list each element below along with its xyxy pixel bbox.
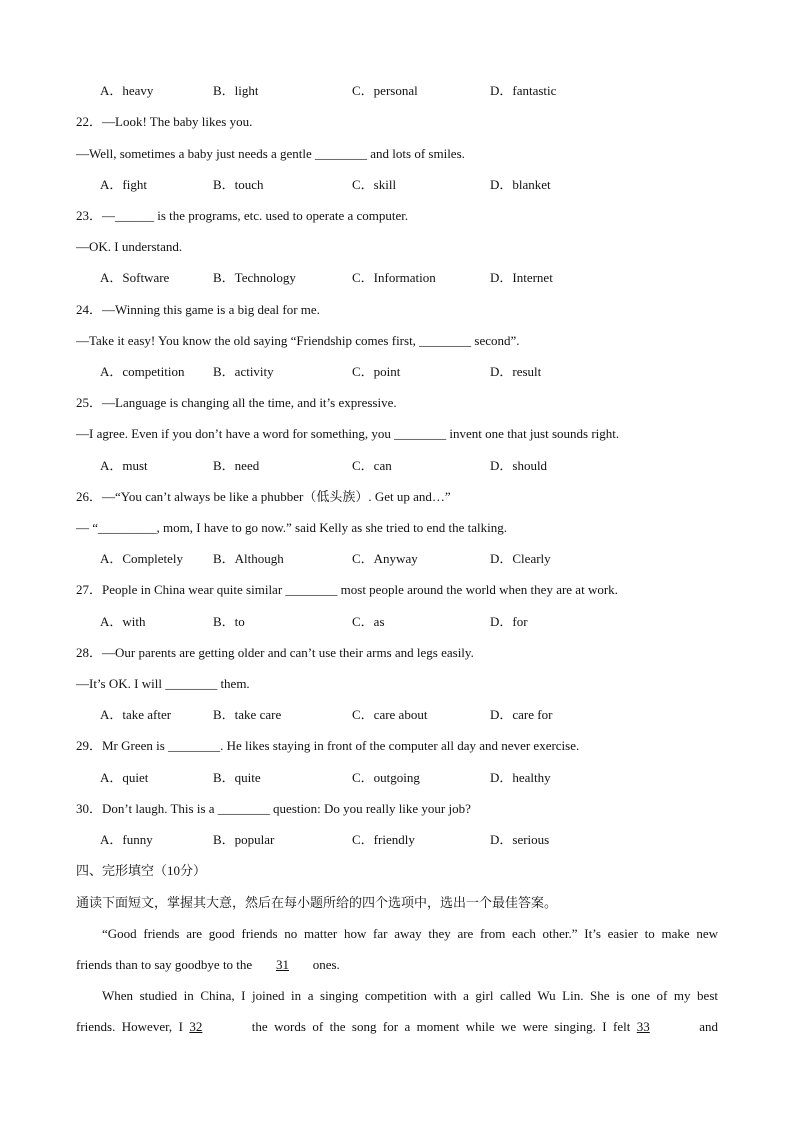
q27-question: 27．People in China wear quite similar ________ most people around the world when they are at work. bbox=[76, 582, 618, 597]
q22-options bbox=[100, 177, 720, 193]
q25-option-c: C．can bbox=[352, 458, 392, 473]
q21-option-c: C．personal bbox=[352, 83, 418, 98]
q23-question: 23．—______ is the programs, etc. used to operate a computer. bbox=[76, 208, 409, 223]
q28-option-b: B．take care bbox=[213, 707, 282, 722]
q29-options bbox=[100, 770, 720, 786]
blank-33: 33 bbox=[636, 1019, 650, 1034]
q23-option-b: B．Technology bbox=[213, 270, 296, 285]
cloze-text: friends. However, I bbox=[76, 1019, 183, 1034]
cloze-paragraph-2-line-2 bbox=[76, 1019, 718, 1035]
q30-option-a: A．funny bbox=[100, 832, 153, 847]
q27-option-a: A．with bbox=[100, 614, 146, 629]
q30-question: 30．Don’t laugh. This is a ________ question: Do you really like your job? bbox=[76, 801, 471, 816]
cloze-text: “Good friends are good friends no matter how far away they are from each other.” It’s easier to make new bbox=[102, 926, 718, 941]
q29-option-a: A．quiet bbox=[100, 770, 149, 785]
cloze-text: ones. bbox=[312, 957, 340, 972]
cloze-text: friends than to say goodbye to the bbox=[76, 957, 253, 972]
q22-option-a: A．fight bbox=[100, 177, 147, 192]
q27-option-c: C．as bbox=[352, 614, 385, 629]
q23-option-c: C．Information bbox=[352, 270, 436, 285]
q21-options bbox=[100, 83, 720, 99]
q29-option-d: D．healthy bbox=[490, 770, 551, 785]
q29-option-c: C．outgoing bbox=[352, 770, 420, 785]
q28-option-d: D．care for bbox=[490, 707, 553, 722]
q24-response: —Take it easy! You know the old saying “Friendship comes first, ________ second”. bbox=[76, 333, 520, 348]
q23-response: —OK. I understand. bbox=[76, 239, 183, 254]
q29-option-b: B．quite bbox=[213, 770, 261, 785]
section-heading: 四、完形填空（10分） bbox=[76, 863, 207, 878]
cloze-text: and bbox=[699, 1019, 719, 1034]
q27-options bbox=[100, 614, 720, 630]
blank-31: 31 bbox=[275, 957, 289, 972]
q26-option-d: D．Clearly bbox=[490, 551, 551, 566]
q25-option-a: A．must bbox=[100, 458, 148, 473]
cloze-line bbox=[76, 1019, 718, 1035]
q30-option-d: D．serious bbox=[490, 832, 550, 847]
q23-option-d: D．Internet bbox=[490, 270, 553, 285]
q24-option-a: A．competition bbox=[100, 364, 185, 379]
cloze-paragraph-1-line-2 bbox=[76, 957, 340, 973]
q28-question: 28．—Our parents are getting older and can’t use their arms and legs easily. bbox=[76, 645, 474, 660]
q26-option-b: B．Although bbox=[213, 551, 284, 566]
q21-option-d: D．fantastic bbox=[490, 83, 557, 98]
q26-option-c: C．Anyway bbox=[352, 551, 418, 566]
q25-option-d: D．should bbox=[490, 458, 548, 473]
q28-options bbox=[100, 707, 720, 723]
q22-option-c: C．skill bbox=[352, 177, 397, 192]
cloze-text: the words of the song for a moment while we were singing. I felt bbox=[251, 1019, 631, 1034]
cloze-text: When studied in China, I joined in a singing competition with a girl called Wu Lin. She is one of my best bbox=[102, 988, 718, 1003]
q23-options bbox=[100, 270, 720, 286]
q26-question: 26．—“You can’t always be like a phubber（低头族）. Get up and…” bbox=[76, 489, 451, 504]
q25-options bbox=[100, 458, 720, 474]
q26-options bbox=[100, 551, 720, 567]
q24-question: 24．—Winning this game is a big deal for me. bbox=[76, 302, 320, 317]
q28-option-a: A．take after bbox=[100, 707, 172, 722]
q29-question: 29．Mr Green is ________. He likes staying in front of the computer all day and never exercise. bbox=[76, 738, 580, 753]
q22-question: 22．—Look! The baby likes you. bbox=[76, 114, 253, 129]
q22-option-d: D．blanket bbox=[490, 177, 551, 192]
q28-option-c: C．care about bbox=[352, 707, 428, 722]
q22-response: —Well, sometimes a baby just needs a gentle ________ and lots of smiles. bbox=[76, 146, 465, 161]
q27-option-b: B．to bbox=[213, 614, 245, 629]
q26-option-a: A．Completely bbox=[100, 551, 184, 566]
q25-question: 25．—Language is changing all the time, and it’s expressive. bbox=[76, 395, 397, 410]
cloze-paragraph-2-line-1 bbox=[76, 988, 718, 1004]
q27-option-d: D．for bbox=[490, 614, 528, 629]
q28-response: —It’s OK. I will ________ them. bbox=[76, 676, 250, 691]
q30-options bbox=[100, 832, 720, 848]
q21-option-a: A．heavy bbox=[100, 83, 154, 98]
q24-option-d: D．result bbox=[490, 364, 542, 379]
q24-option-b: B．activity bbox=[213, 364, 274, 379]
blank-32: 32 bbox=[189, 1019, 203, 1034]
q21-option-b: B．light bbox=[213, 83, 259, 98]
q22-option-b: B．touch bbox=[213, 177, 264, 192]
cloze-paragraph-1-line-1 bbox=[76, 926, 718, 942]
q24-option-c: C．point bbox=[352, 364, 401, 379]
q23-option-a: A．Software bbox=[100, 270, 170, 285]
q25-response: —I agree. Even if you don’t have a word for something, you ________ invent one that just sounds right. bbox=[76, 426, 620, 441]
q26-response: — “_________, mom, I have to go now.” said Kelly as she tried to end the talking. bbox=[76, 520, 507, 535]
q30-option-b: B．popular bbox=[213, 832, 275, 847]
q30-option-c: C．friendly bbox=[352, 832, 415, 847]
q25-option-b: B．need bbox=[213, 458, 260, 473]
section-instruction: 通读下面短文，掌握其大意，然后在每小题所给的四个选项中，选出一个最佳答案。 bbox=[76, 895, 558, 910]
q24-options bbox=[100, 364, 720, 380]
